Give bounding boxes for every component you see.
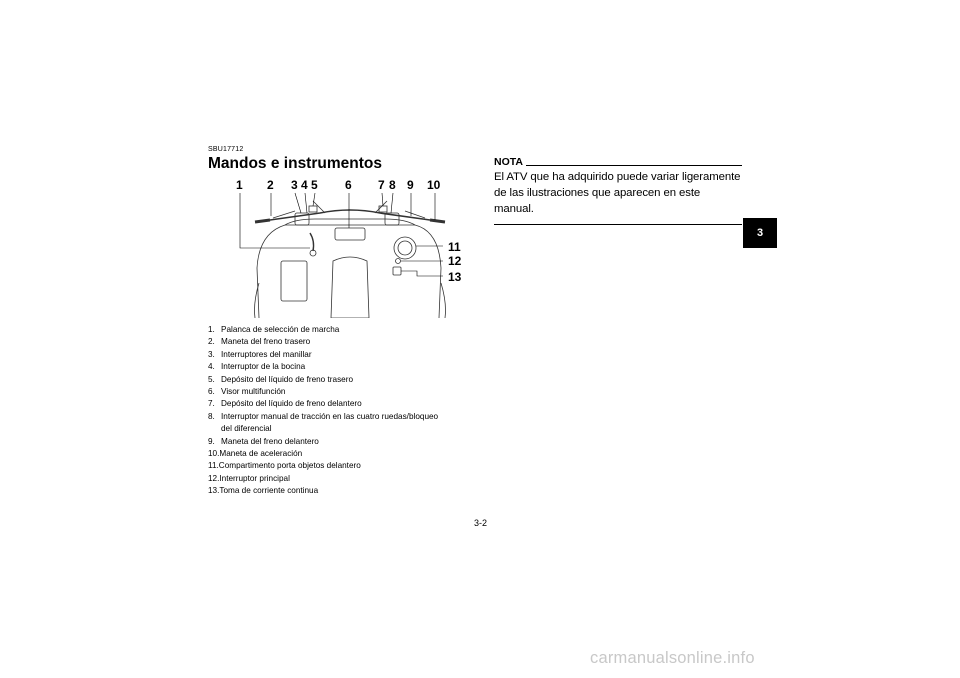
legend-number: 12. <box>208 473 220 483</box>
legend-number: 7. <box>208 399 215 409</box>
callout-9: 9 <box>407 178 414 192</box>
legend-number: 10. <box>208 449 220 459</box>
legend-item <box>208 436 448 448</box>
legend-text: Depósito del líquido de freno delantero <box>221 399 362 409</box>
callout-2: 2 <box>267 178 274 192</box>
legend-item <box>208 411 448 436</box>
legend-number: 3. <box>208 349 215 359</box>
legend-item <box>208 349 448 361</box>
chapter-tab: 3 <box>743 218 777 248</box>
callout-5: 5 <box>311 178 318 192</box>
legend-text: Interruptor manual de tracción en las cuatro ruedas/bloqueo del diferencial <box>221 411 439 434</box>
legend-number: 2. <box>208 337 215 347</box>
legend-item <box>208 485 448 497</box>
legend-text: Interruptores del manillar <box>221 349 312 359</box>
nota-box <box>494 155 742 225</box>
legend-item <box>208 386 448 398</box>
legend-text: Compartimento porta objetos delantero <box>218 461 361 471</box>
legend-item <box>208 361 448 373</box>
legend-text: Interruptor de la bocina <box>221 362 306 372</box>
callout-6: 6 <box>345 178 352 192</box>
nota-label: NOTA <box>494 156 523 168</box>
atv-illustration <box>225 173 475 318</box>
callout-4: 4 <box>301 178 308 192</box>
section-code: SBU17712 <box>208 146 244 153</box>
legend-number: 1. <box>208 325 215 334</box>
watermark: carmanualsonline.info <box>590 649 755 667</box>
atv-handlebar-figure <box>225 173 475 318</box>
callout-12: 12 <box>448 254 462 268</box>
legend-number: 6. <box>208 387 215 397</box>
nota-rule <box>526 165 742 166</box>
section-title: Mandos e instrumentos <box>208 155 382 172</box>
callout-1: 1 <box>236 178 243 192</box>
legend-text: Palanca de selección de marcha <box>221 325 340 334</box>
legend-number: 13. <box>208 486 220 496</box>
callout-10: 10 <box>427 178 441 192</box>
legend-number: 8. <box>208 411 215 421</box>
legend-item <box>208 448 448 460</box>
legend-item <box>208 460 448 472</box>
legend-number: 9. <box>208 436 215 446</box>
legend-text: Maneta de aceleración <box>219 449 303 459</box>
legend-text: Maneta del freno delantero <box>221 436 319 446</box>
legend-text: Maneta del freno trasero <box>221 337 311 347</box>
callout-8: 8 <box>389 178 396 192</box>
legend-item <box>208 336 448 348</box>
legend-item <box>208 374 448 386</box>
nota-header <box>494 155 742 167</box>
legend-text: Toma de corriente continua <box>219 486 319 496</box>
callout-3: 3 <box>291 178 298 192</box>
page-number: 3-2 <box>474 518 488 528</box>
nota-bottom-rule <box>494 224 742 225</box>
callout-7: 7 <box>378 178 385 192</box>
nota-text: El ATV que ha adquirido puede variar ligeramente de las ilustraciones que aparecen en este manual. <box>494 171 741 215</box>
legend-item <box>208 324 448 336</box>
legend-text: Interruptor principal <box>219 473 290 483</box>
legend-item <box>208 473 448 485</box>
legend-number: 5. <box>208 374 215 384</box>
callout-11: 11 <box>448 240 461 254</box>
callout-13: 13 <box>448 270 462 284</box>
legend-number: 4. <box>208 362 215 372</box>
legend-item <box>208 398 448 410</box>
figure-legend <box>208 324 448 498</box>
legend-text: Visor multifunción <box>221 387 286 397</box>
legend-number: 11. <box>208 461 219 471</box>
legend-text: Depósito del líquido de freno trasero <box>221 374 353 384</box>
